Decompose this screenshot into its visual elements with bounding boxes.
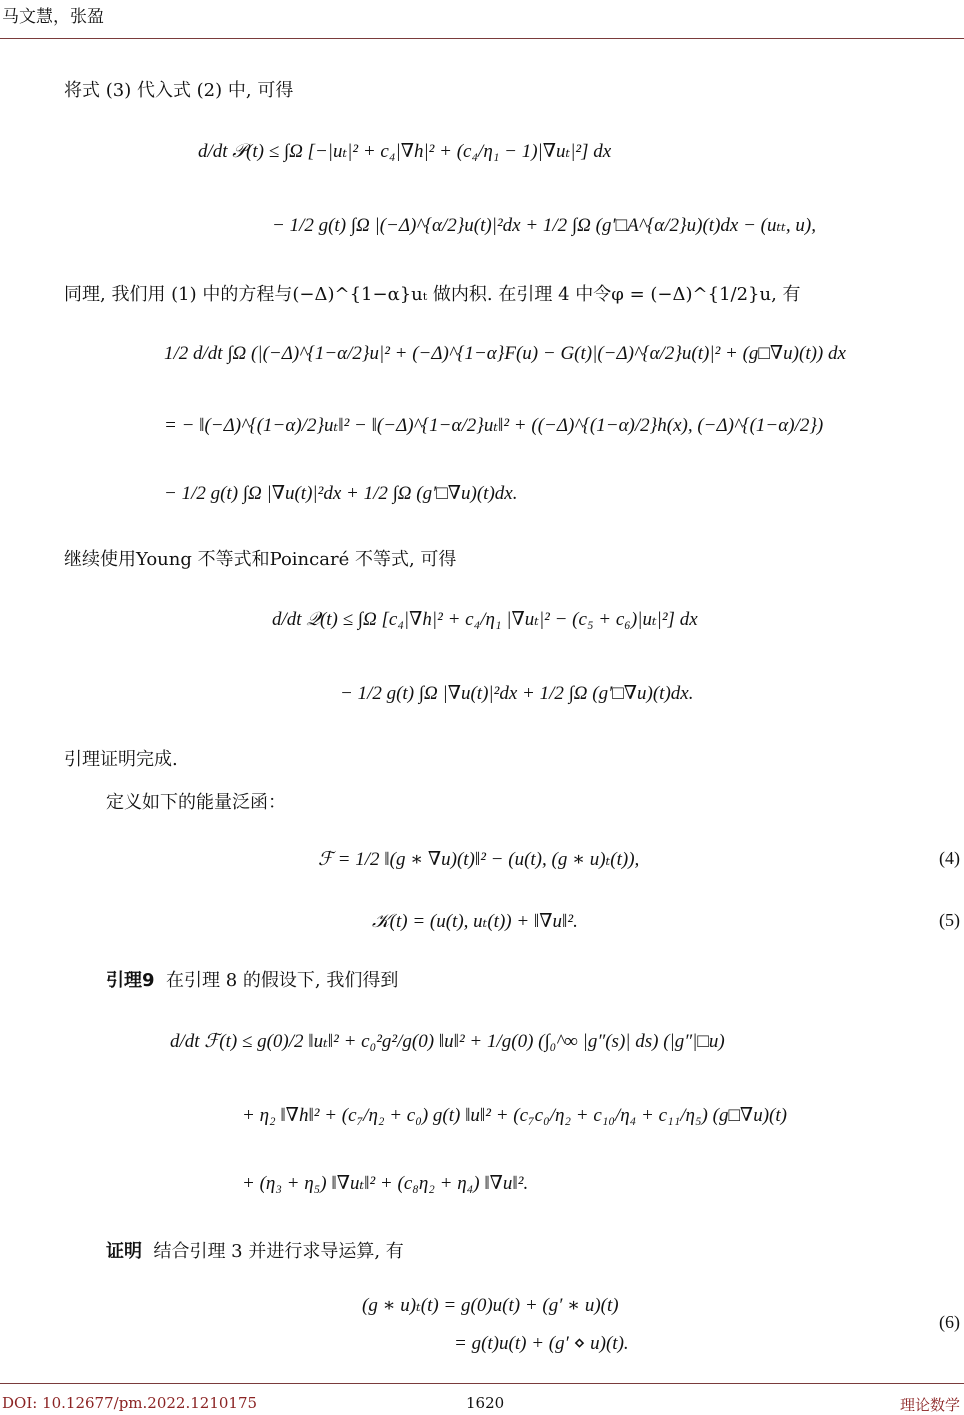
equation-energy-line3: − 1/2 g(t) ∫Ω |∇u(t)|²dx + 1/2 ∫Ω (g′□∇u)(t)dx. <box>164 483 518 504</box>
header-rule <box>0 38 964 39</box>
header-author: 马文慧，张盈 <box>2 7 104 27</box>
proof-label: 证明 <box>106 1241 142 1262</box>
equation-5-number: (5) <box>939 910 960 930</box>
equation-4-number: (4) <box>939 848 960 868</box>
paragraph-young-poincare: 继续使用Young 不等式和Poincaré 不等式, 可得 <box>64 549 457 570</box>
paragraph-proof-complete: 引理证明完成. <box>64 749 178 770</box>
equation-energy-line1: 1/2 d/dt ∫Ω (|(−Δ)^{1−α/2}u|² + (−Δ)^{1−α}F(u) − G(t)|(−Δ)^{α/2}u(t)|² + (g□∇u)(t)) dx <box>164 343 846 364</box>
lemma-label: 引理9 <box>106 970 155 991</box>
footer-rule <box>0 1383 964 1384</box>
equation-6-line1: (g ∗ u)ₜ(t) = g(0)u(t) + (g′ ∗ u)(t) <box>362 1295 619 1316</box>
footer-doi: DOI: 10.12677/pm.2022.1210175 <box>2 1394 258 1412</box>
equation-energy-line2: = − ‖(−Δ)^{(1−α)/2}uₜ‖² − ‖(−Δ)^{1−α/2}uₜ‖² + ((−Δ)^{(1−α)/2}h(x), (−Δ)^{(1−α)/2}) <box>164 415 824 436</box>
proof <box>106 1237 404 1263</box>
page-number: 1620 <box>466 1394 505 1412</box>
equation-5: 𝒦(t) = (u(t), uₜ(t)) + ‖∇u‖². <box>372 911 578 932</box>
equation-f-derivative-line3: + (η₃ + η₅) ‖∇uₜ‖² + (c₈η₂ + η₄) ‖∇u‖². <box>242 1173 529 1194</box>
equation-6-number: (6) <box>939 1312 960 1332</box>
equation-q-derivative-line1: d/dt 𝒬(t) ≤ ∫Ω [c₄|∇h|² + c₄/η₁ |∇uₜ|² − (c₅ + c₆)|uₜ|²] dx <box>272 609 698 630</box>
proof-text: 结合引理 3 并进行求导运算, 有 <box>153 1241 404 1262</box>
paragraph-substitute: 将式 (3) 代入式 (2) 中, 可得 <box>64 80 294 101</box>
paragraph-inner-product: 同理, 我们用 (1) 中的方程与(−Δ)^{1−α}uₜ 做内积. 在引理 4 中令φ = (−Δ)^{1/2}u, 有 <box>64 284 801 305</box>
equation-f-derivative-line2: + η₂ ‖∇h‖² + (c₇/η₂ + c₀) g(t) ‖u‖² + (c₇c₀/η₂ + c₁₀/η₄ + c₁₁/η₅) (g□∇u)(t) <box>242 1105 787 1126</box>
equation-q-derivative-line2: − 1/2 g(t) ∫Ω |∇u(t)|²dx + 1/2 ∫Ω (g′□∇u)(t)dx. <box>340 683 694 704</box>
equation-f-derivative-line1: d/dt ℱ(t) ≤ g(0)/2 ‖uₜ‖² + c₀²g²/g(0) ‖u‖² + 1/g(0) (∫₀^∞ |g″(s)| ds) (|g″|□u) <box>170 1031 725 1052</box>
equation-p-derivative-line1: d/dt 𝒫(t) ≤ ∫Ω [−|uₜ|² + c₄|∇h|² + (c₄/η₁ − 1)|∇uₜ|²] dx <box>198 141 612 162</box>
equation-4: ℱ = 1/2 ‖(g ∗ ∇u)(t)‖² − (u(t), (g ∗ u)ₜ(t)), <box>318 849 640 870</box>
footer-journal: 理论数学 <box>899 1396 960 1414</box>
lemma-text: 在引理 8 的假设下, 我们得到 <box>165 970 399 991</box>
equation-p-derivative-line2: − 1/2 g(t) ∫Ω |(−Δ)^{α/2}u(t)|²dx + 1/2 ∫Ω (g′□A^{α/2}u)(t)dx − (uₜₜ, u), <box>272 215 816 236</box>
equation-6-line2: = g(t)u(t) + (g′ ⋄ u)(t). <box>454 1333 629 1354</box>
paragraph-define-energy: 定义如下的能量泛函： <box>106 792 286 813</box>
lemma-9 <box>106 966 398 992</box>
